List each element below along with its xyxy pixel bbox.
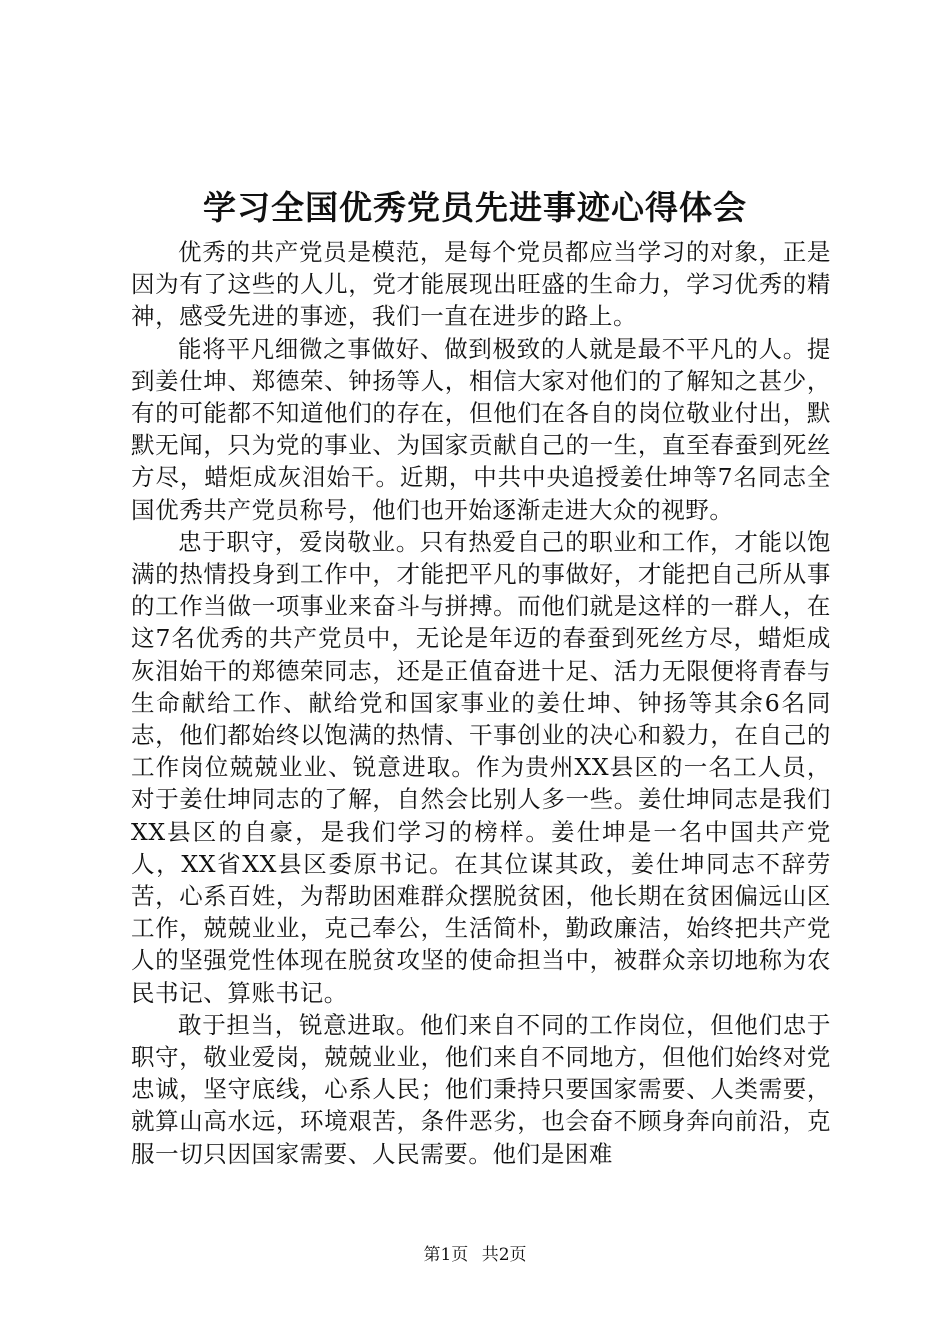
paragraph: 优秀的共产党员是模范，是每个党员都应当学习的对象，正是因为有了这些的人儿，党才能展现出旺盛的生命力，学习优秀的精神，感受先进的事迹，我们一直在进步的路上。 [131,238,831,331]
page-total: 共2页 [481,1245,527,1265]
paragraph: 敢于担当，锐意进取。他们来自不同的工作岗位，但他们忠于职守，敬业爱岗，兢兢业业，他们来自不同地方，但他们始终对党忠诚，坚守底线，心系人民；他们秉持只要国家需要、人类需要，就算山高水远，环境艰苦，条件恶劣，也会奋不顾身奔向前沿，克服一切只因国家需要、人民需要。他们是困难 [131,1010,831,1168]
paragraph: 忠于职守，爱岗敬业。只有热爱自己的职业和工作，才能以饱满的热情投身到工作中，才能把平凡的事做好，才能把自己所从事的工作当做一项事业来奋斗与拼搏。而他们就是这样的一群人，在这7名优秀的共产党员中，无论是年迈的春蚕到死丝方尽，蜡炬成灰泪始干的郑德荣同志，还是正值奋进十足、活力无限便将青春与生命献给工作、献给党和国家事业的姜仕坤、钟扬等其余6名同志，他们都始终以饱满的热情、干事创业的决心和毅力，在自己的工作岗位兢兢业业、锐意进取。作为贵州XX县区的一名工人员，对于姜仕坤同志的了解，自然会比别人多一些。姜仕坤同志是我们XX县区的自豪，是我们学习的榜样。姜仕坤是一名中国共产党人，XX省XX县区委原书记。在其位谋其政，姜仕坤同志不辞劳苦，心系百姓，为帮助困难群众摆脱贫困，他长期在贫困偏远山区工作，兢兢业业，克己奉公，生活简朴，勤政廉洁，始终把共产党人的坚强党性体现在脱贫攻坚的使命担当中，被群众亲切地称为农民书记、算账书记。 [131,527,831,1007]
paragraph: 能将平凡细微之事做好、做到极致的人就是最不平凡的人。提到姜仕坤、郑德荣、钟扬等人，相信大家对他们的了解知之甚少，有的可能都不知道他们的存在，但他们在各自的岗位敬业付出，默默无闻，只为党的事业、为国家贡献自己的一生，直至春蚕到死丝方尽，蜡炬成灰泪始干。近期，中共中央追授姜仕坤等7名同志全国优秀共产党员称号，他们也开始逐渐走进大众的视野。 [131,334,831,524]
document-title: 学习全国优秀党员先进事迹心得体会 [203,188,747,227]
page-footer [0,1243,950,1267]
page-number: 第1页 [423,1245,469,1265]
document-body [131,236,831,1170]
